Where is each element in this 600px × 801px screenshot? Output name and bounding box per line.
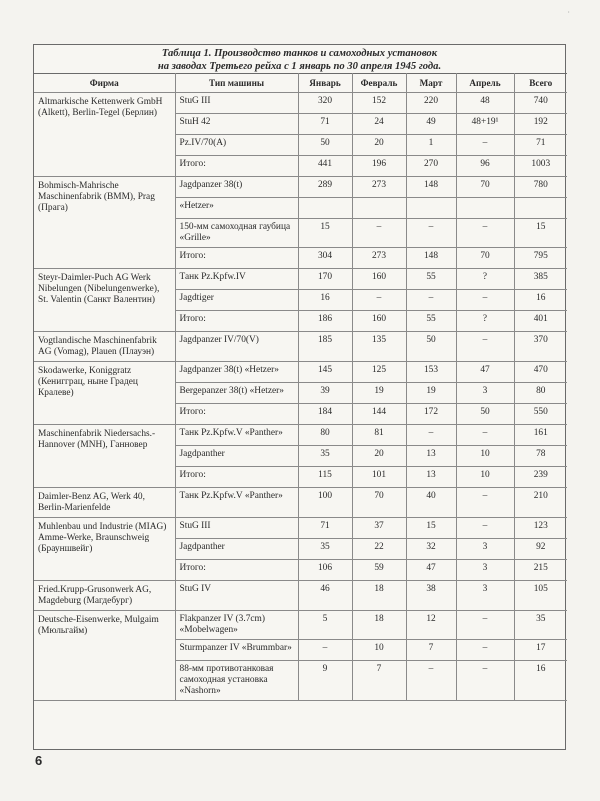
jan-cell: 106 <box>298 560 352 581</box>
apr-cell: – <box>456 611 514 640</box>
type-cell: Итого: <box>175 156 298 177</box>
total-cell: 470 <box>514 362 567 383</box>
table-row <box>34 425 567 446</box>
feb-cell: 81 <box>352 425 406 446</box>
total-cell: 80 <box>514 383 567 404</box>
caption-line-2: на заводах Третьего рейха с 1 январь по 30 апреля 1945 года. <box>157 61 442 72</box>
header-jan: Январь <box>298 74 352 93</box>
apr-cell: – <box>456 488 514 518</box>
feb-cell: 22 <box>352 539 406 560</box>
feb-cell: 273 <box>352 248 406 269</box>
table-row <box>34 611 567 640</box>
type-cell: Jagdpanzer IV/70(V) <box>175 332 298 362</box>
firm-cell: Vogtlandische Maschinenfabrik AG (Vomag), Plauen (Плауэн) <box>34 332 175 362</box>
firm-cell: Muhlenbau und Industrie (MIAG) Amme-Werke, Braunschweig (Брауншвейг) <box>34 518 175 581</box>
mar-cell: 148 <box>406 248 456 269</box>
mar-cell: 19 <box>406 383 456 404</box>
mar-cell: 13 <box>406 467 456 488</box>
type-cell: Итого: <box>175 311 298 332</box>
jan-cell: 71 <box>298 114 352 135</box>
type-cell: StuH 42 <box>175 114 298 135</box>
type-cell: StuG III <box>175 518 298 539</box>
page-number: 6 <box>35 753 43 768</box>
total-cell: 215 <box>514 560 567 581</box>
jan-cell: 170 <box>298 269 352 290</box>
type-cell: Jagdpanzer 38(t) <box>175 177 298 198</box>
firm-cell: Altmarkische Kettenwerk GmbH (Alkett), Berlin-Tegel (Берлин) <box>34 93 175 177</box>
apr-cell: 10 <box>456 446 514 467</box>
jan-cell: 441 <box>298 156 352 177</box>
jan-cell: 186 <box>298 311 352 332</box>
jan-cell: 46 <box>298 581 352 611</box>
jan-cell: 115 <box>298 467 352 488</box>
mar-cell: 172 <box>406 404 456 425</box>
total-cell: 239 <box>514 467 567 488</box>
feb-cell: 18 <box>352 581 406 611</box>
jan-cell: 15 <box>298 219 352 248</box>
mar-cell: – <box>406 661 456 701</box>
total-cell: 71 <box>514 135 567 156</box>
header-apr: Апрель <box>456 74 514 93</box>
jan-cell: 35 <box>298 446 352 467</box>
type-cell: Flakpanzer IV (3.7cm) «Mobelwagen» <box>175 611 298 640</box>
apr-cell: – <box>456 640 514 661</box>
mar-cell: 220 <box>406 93 456 114</box>
scan-mark: · <box>567 8 570 17</box>
header-firm: Фирма <box>34 74 175 93</box>
apr-cell: 70 <box>456 248 514 269</box>
table-row <box>34 518 567 539</box>
mar-cell: 7 <box>406 640 456 661</box>
type-cell: Итого: <box>175 467 298 488</box>
total-cell: 161 <box>514 425 567 446</box>
mar-cell: 55 <box>406 269 456 290</box>
jan-cell: – <box>298 640 352 661</box>
mar-cell: – <box>406 219 456 248</box>
feb-cell: 152 <box>352 93 406 114</box>
total-cell: 16 <box>514 661 567 701</box>
mar-cell: 38 <box>406 581 456 611</box>
mar-cell: 148 <box>406 177 456 198</box>
feb-cell: 10 <box>352 640 406 661</box>
feb-cell: 20 <box>352 135 406 156</box>
total-cell: 550 <box>514 404 567 425</box>
caption-line-1: Таблица 1. Производство танков и самоходных установок <box>161 48 438 59</box>
total-cell: 385 <box>514 269 567 290</box>
feb-cell: – <box>352 219 406 248</box>
apr-cell: 3 <box>456 560 514 581</box>
jan-cell: 71 <box>298 518 352 539</box>
type-cell: Итого: <box>175 248 298 269</box>
total-cell: 795 <box>514 248 567 269</box>
table-body <box>34 93 567 701</box>
table-caption <box>34 45 565 73</box>
jan-cell: 320 <box>298 93 352 114</box>
mar-cell: 47 <box>406 560 456 581</box>
total-cell: 78 <box>514 446 567 467</box>
type-cell: Танк Pz.Kpfw.V «Panther» <box>175 425 298 446</box>
type-cell: «Hetzer» <box>175 198 298 219</box>
firm-cell: Daimler-Benz AG, Werk 40, Berlin-Marienfelde <box>34 488 175 518</box>
header-total: Всего <box>514 74 567 93</box>
mar-cell: 50 <box>406 332 456 362</box>
feb-cell: 160 <box>352 311 406 332</box>
apr-cell: 96 <box>456 156 514 177</box>
total-cell: 780 <box>514 177 567 198</box>
type-cell: Jagdpanther <box>175 446 298 467</box>
type-cell: StuG IV <box>175 581 298 611</box>
apr-cell: 50 <box>456 404 514 425</box>
production-table <box>34 73 567 701</box>
feb-cell: 273 <box>352 177 406 198</box>
jan-cell: 145 <box>298 362 352 383</box>
apr-cell: – <box>456 290 514 311</box>
feb-cell <box>352 198 406 219</box>
apr-cell: 48 <box>456 93 514 114</box>
feb-cell: 20 <box>352 446 406 467</box>
firm-cell: Bohmisch-Mahrische Maschinenfabrik (BMM), Prag (Прага) <box>34 177 175 269</box>
feb-cell: 18 <box>352 611 406 640</box>
total-cell: 740 <box>514 93 567 114</box>
apr-cell: – <box>456 661 514 701</box>
firm-cell: Deutsche-Eisenwerke, Mulgaim (Мюльгайм) <box>34 611 175 701</box>
total-cell <box>514 198 567 219</box>
feb-cell: 101 <box>352 467 406 488</box>
total-cell: 370 <box>514 332 567 362</box>
feb-cell: 135 <box>352 332 406 362</box>
type-cell: Pz.IV/70(A) <box>175 135 298 156</box>
mar-cell: 270 <box>406 156 456 177</box>
total-cell: 192 <box>514 114 567 135</box>
type-cell: Итого: <box>175 404 298 425</box>
mar-cell: – <box>406 290 456 311</box>
apr-cell: 10 <box>456 467 514 488</box>
feb-cell: 160 <box>352 269 406 290</box>
total-cell: 35 <box>514 611 567 640</box>
table-row <box>34 581 567 611</box>
apr-cell: 70 <box>456 177 514 198</box>
apr-cell: 48+19¹ <box>456 114 514 135</box>
feb-cell: 59 <box>352 560 406 581</box>
type-cell: Jagdpanther <box>175 539 298 560</box>
jan-cell: 185 <box>298 332 352 362</box>
header-feb: Февраль <box>352 74 406 93</box>
total-cell: 401 <box>514 311 567 332</box>
jan-cell: 50 <box>298 135 352 156</box>
total-cell: 123 <box>514 518 567 539</box>
apr-cell: 47 <box>456 362 514 383</box>
table-row <box>34 362 567 383</box>
feb-cell: 7 <box>352 661 406 701</box>
mar-cell: – <box>406 425 456 446</box>
header-type: Тип машины <box>175 74 298 93</box>
mar-cell: 49 <box>406 114 456 135</box>
table-row <box>34 488 567 518</box>
mar-cell: 32 <box>406 539 456 560</box>
table-frame <box>33 44 566 750</box>
total-cell: 1003 <box>514 156 567 177</box>
apr-cell: – <box>456 219 514 248</box>
firm-cell: Skodawerke, Koniggratz (Кенигграц, ныне Градец Кралеве) <box>34 362 175 425</box>
mar-cell: 55 <box>406 311 456 332</box>
mar-cell <box>406 198 456 219</box>
apr-cell: – <box>456 425 514 446</box>
apr-cell: 3 <box>456 383 514 404</box>
jan-cell: 304 <box>298 248 352 269</box>
jan-cell: 35 <box>298 539 352 560</box>
jan-cell: 5 <box>298 611 352 640</box>
type-cell: Итого: <box>175 560 298 581</box>
mar-cell: 13 <box>406 446 456 467</box>
feb-cell: 125 <box>352 362 406 383</box>
firm-cell: Steyr-Daimler-Puch AG Werk Nibelungen (Nibelungenwerke), St. Valentin (Санкт Валентин) <box>34 269 175 332</box>
jan-cell: 9 <box>298 661 352 701</box>
apr-cell <box>456 198 514 219</box>
table-row <box>34 93 567 114</box>
feb-cell: 196 <box>352 156 406 177</box>
apr-cell: 3 <box>456 581 514 611</box>
jan-cell: 289 <box>298 177 352 198</box>
mar-cell: 153 <box>406 362 456 383</box>
firm-cell: Fried.Krupp-Grusonwerk AG, Magdeburg (Магдебург) <box>34 581 175 611</box>
firm-cell: Maschinenfabrik Niedersachs.-Hannover (MNH), Ганновер <box>34 425 175 488</box>
total-cell: 15 <box>514 219 567 248</box>
type-cell: Jagdtiger <box>175 290 298 311</box>
total-cell: 105 <box>514 581 567 611</box>
feb-cell: 37 <box>352 518 406 539</box>
feb-cell: 19 <box>352 383 406 404</box>
total-cell: 210 <box>514 488 567 518</box>
type-cell: Bergepanzer 38(t) «Hetzer» <box>175 383 298 404</box>
apr-cell: ? <box>456 311 514 332</box>
type-cell: Танк Pz.Kpfw.V «Panther» <box>175 488 298 518</box>
total-cell: 16 <box>514 290 567 311</box>
feb-cell: 24 <box>352 114 406 135</box>
mar-cell: 1 <box>406 135 456 156</box>
jan-cell: 16 <box>298 290 352 311</box>
feb-cell: 144 <box>352 404 406 425</box>
type-cell: Танк Pz.Kpfw.IV <box>175 269 298 290</box>
header-row <box>34 74 567 93</box>
type-cell: Sturmpanzer IV «Brummbar» <box>175 640 298 661</box>
mar-cell: 12 <box>406 611 456 640</box>
type-cell: StuG III <box>175 93 298 114</box>
mar-cell: 40 <box>406 488 456 518</box>
mar-cell: 15 <box>406 518 456 539</box>
total-cell: 92 <box>514 539 567 560</box>
type-cell: 150-мм самоходная гаубица «Grille» <box>175 219 298 248</box>
jan-cell: 80 <box>298 425 352 446</box>
apr-cell: – <box>456 518 514 539</box>
jan-cell: 39 <box>298 383 352 404</box>
total-cell: 17 <box>514 640 567 661</box>
jan-cell: 100 <box>298 488 352 518</box>
type-cell: 88-мм противотанковая самоходная установка «Nashorn» <box>175 661 298 701</box>
table-row <box>34 332 567 362</box>
jan-cell <box>298 198 352 219</box>
feb-cell: – <box>352 290 406 311</box>
apr-cell: – <box>456 135 514 156</box>
feb-cell: 70 <box>352 488 406 518</box>
table-row <box>34 177 567 198</box>
apr-cell: 3 <box>456 539 514 560</box>
header-mar: Март <box>406 74 456 93</box>
apr-cell: – <box>456 332 514 362</box>
apr-cell: ? <box>456 269 514 290</box>
table-row <box>34 269 567 290</box>
jan-cell: 184 <box>298 404 352 425</box>
type-cell: Jagdpanzer 38(t) «Hetzer» <box>175 362 298 383</box>
